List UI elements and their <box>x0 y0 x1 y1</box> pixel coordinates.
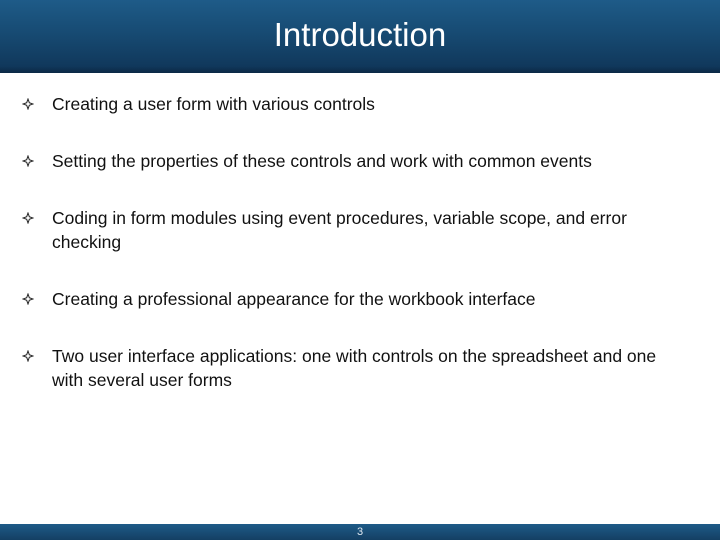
bullet-star-icon <box>22 206 52 230</box>
bullet-star-icon <box>22 344 52 368</box>
bullet-text: Creating a professional appearance for the workbook interface <box>52 289 536 309</box>
bullet-list <box>22 92 692 392</box>
bullet-star-icon <box>22 149 52 173</box>
bullet-item <box>22 92 692 116</box>
bullet-text: Creating a user form with various controls <box>52 94 375 114</box>
slide-title: Introduction <box>273 16 447 53</box>
bullet-star-icon <box>22 287 52 311</box>
bullet-item <box>22 149 692 173</box>
bullet-text: Two user interface applications: one with controls on the spreadsheet and one with several user forms <box>52 346 657 390</box>
bullet-item <box>22 206 692 254</box>
bullet-star-icon <box>22 92 52 116</box>
bullet-text: Coding in form modules using event procedures, variable scope, and error checking <box>52 208 627 252</box>
bullet-item <box>22 287 692 311</box>
title-bar <box>0 0 720 73</box>
page-number: 3 <box>356 526 364 538</box>
bullet-text: Setting the properties of these controls and work with common events <box>52 151 592 171</box>
bullet-item <box>22 344 692 392</box>
